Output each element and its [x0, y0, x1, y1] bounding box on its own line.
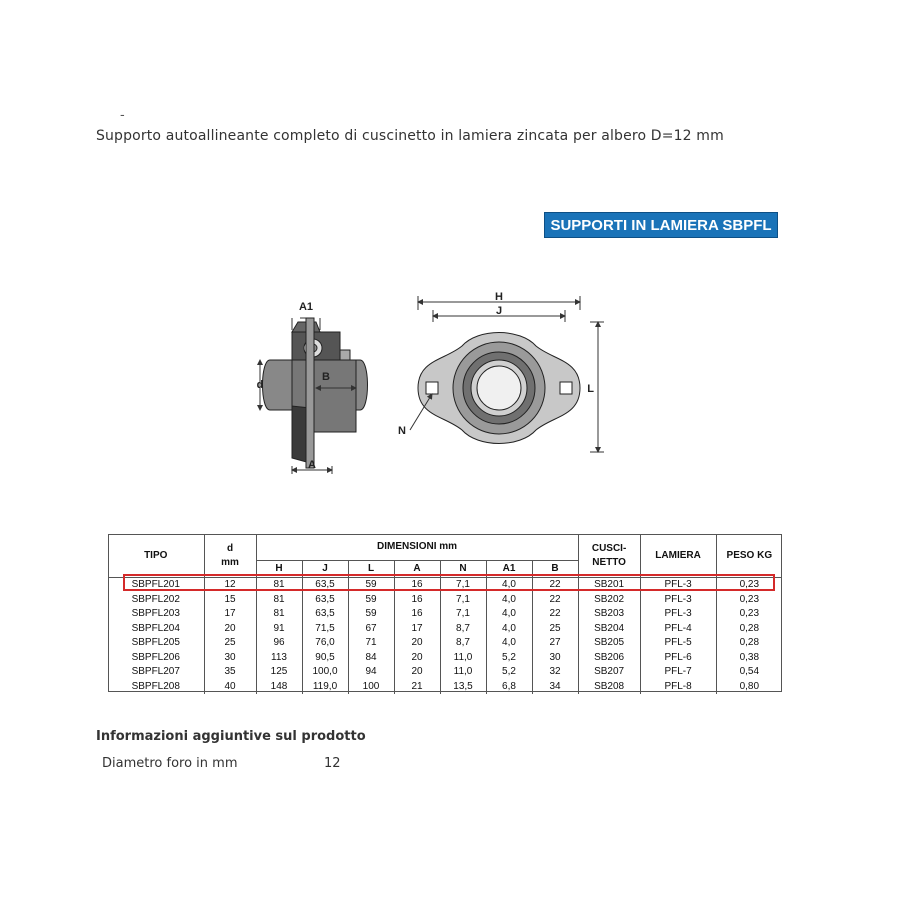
table-cell: 0,28	[716, 636, 782, 651]
subcol-b: B	[532, 561, 578, 578]
table-cell: 12	[204, 578, 256, 593]
table-cell: PFL-8	[640, 680, 716, 695]
subcol-n: N	[440, 561, 486, 578]
table-cell: 71,5	[302, 622, 348, 637]
table-cell: 20	[394, 651, 440, 666]
table-row	[108, 593, 782, 608]
table-row	[108, 622, 782, 637]
table-cell: 96	[256, 636, 302, 651]
table-cell: SBPFL208	[131, 680, 180, 692]
label-b: B	[322, 371, 330, 383]
table-cell: 7,1	[440, 593, 486, 608]
table-cell: 81	[256, 607, 302, 622]
table-cell: 100	[348, 680, 394, 695]
col-lamiera: LAMIERA	[640, 534, 716, 578]
table-cell: 11,0	[440, 665, 486, 680]
col-cuscinetto-line1: CUSCI-	[591, 542, 627, 554]
table-cell: PFL-3	[640, 607, 716, 622]
label-d: d	[256, 379, 264, 391]
table-cell: 4,0	[486, 622, 532, 637]
table-cell: 0,23	[716, 578, 782, 593]
label-n: N	[398, 425, 406, 437]
info-heading: Informazioni aggiuntive sul prodotto	[96, 729, 366, 744]
table-cell: 90,5	[302, 651, 348, 666]
table-cell: 16	[394, 607, 440, 622]
table-cell: 91	[256, 622, 302, 637]
table-cell: 81	[256, 578, 302, 593]
table-cell: 15	[204, 593, 256, 608]
spec-table	[108, 534, 782, 694]
table-cell: 81	[256, 593, 302, 608]
table-cell: SB205	[578, 636, 640, 651]
table-cell: PFL-3	[640, 578, 716, 593]
table-cell: 4,0	[486, 578, 532, 593]
table-cell: 22	[532, 593, 578, 608]
highlighted-row-outline	[123, 574, 775, 591]
table-cell: PFL-7	[640, 665, 716, 680]
table-cell: 6,8	[486, 680, 532, 695]
table-cell: 17	[394, 622, 440, 637]
table-cell: PFL-6	[640, 651, 716, 666]
table-cell: 34	[532, 680, 578, 695]
table-cell: 8,7	[440, 622, 486, 637]
table-cell: 25	[532, 622, 578, 637]
table-cell: 20	[394, 665, 440, 680]
table-cell: 7,1	[440, 578, 486, 593]
table-cell: PFL-5	[640, 636, 716, 651]
col-d-line1: d	[226, 542, 234, 554]
label-h: H	[495, 291, 503, 303]
table-cell: 76,0	[302, 636, 348, 651]
table-cell: SBPFL206	[131, 651, 180, 663]
col-peso: PESO KG	[716, 534, 782, 578]
subcol-a: A	[394, 561, 440, 578]
table-cell: 35	[204, 665, 256, 680]
table-cell: 32	[532, 665, 578, 680]
table-cell: 0,38	[716, 651, 782, 666]
table-cell: 22	[532, 578, 578, 593]
dash-mark: -	[120, 108, 125, 123]
table-cell: 16	[394, 593, 440, 608]
table-cell: 25	[204, 636, 256, 651]
side-view	[260, 318, 368, 474]
technical-drawing	[240, 288, 610, 478]
table-cell: 63,5	[302, 593, 348, 608]
table-cell: 4,0	[486, 593, 532, 608]
product-description: Supporto autoallineante completo di cuscinetto in lamiera zincata per albero D=12 mm	[96, 128, 724, 144]
table-cell: SBPFL207	[131, 666, 180, 677]
table-cell: 7,1	[440, 607, 486, 622]
table-cell: 11,0	[440, 651, 486, 666]
subcol-a1: A1	[486, 561, 532, 578]
table-cell: 0,28	[716, 622, 782, 637]
table-cell: 67	[348, 622, 394, 637]
table-cell: 0,23	[716, 593, 782, 608]
front-view	[410, 296, 604, 452]
table-row	[108, 651, 782, 666]
table-cell: 71	[348, 636, 394, 651]
table-cell: 0,54	[716, 665, 782, 680]
table-cell: 59	[348, 607, 394, 622]
table-cell: 0,80	[716, 680, 782, 695]
col-dimensioni: DIMENSIONI mm	[256, 534, 578, 561]
table-cell: 84	[348, 651, 394, 666]
table-row	[108, 665, 782, 680]
table-cell: SBPFL201	[108, 578, 204, 593]
table-cell: 63,5	[302, 607, 348, 622]
table-cell: SBPFL204	[131, 622, 180, 634]
table-cell: 20	[394, 636, 440, 651]
table-row	[108, 607, 782, 622]
info-value: 12	[324, 756, 341, 771]
table-cell: 4,0	[486, 636, 532, 651]
table-cell: 94	[348, 665, 394, 680]
col-cuscinetto	[578, 534, 640, 578]
table-cell: 5,2	[486, 651, 532, 666]
table-cell: 30	[204, 651, 256, 666]
table-cell: 63,5	[302, 578, 348, 593]
table-cell: SB204	[578, 622, 640, 637]
table-cell: 113	[256, 651, 302, 666]
table-cell: PFL-4	[640, 622, 716, 637]
table-cell: 40	[204, 680, 256, 695]
subcol-l: L	[348, 561, 394, 578]
table-cell: 59	[348, 593, 394, 608]
table-cell: SB202	[578, 593, 640, 608]
table-cell: SB206	[578, 651, 640, 666]
table-cell: 21	[394, 680, 440, 695]
table-cell: 30	[532, 651, 578, 666]
label-l: L	[587, 383, 594, 395]
table-cell: 59	[348, 578, 394, 593]
info-label: Diametro foro in mm	[102, 756, 238, 771]
table-cell: 13,5	[440, 680, 486, 695]
table-cell: 8,7	[440, 636, 486, 651]
col-tipo: TIPO	[144, 549, 168, 561]
table-cell: 125	[256, 665, 302, 680]
table-cell: 148	[256, 680, 302, 695]
table-row	[108, 636, 782, 651]
col-d-line2: mm	[221, 556, 239, 568]
table-cell: 100,0	[302, 665, 348, 680]
table-cell: SBPFL205	[131, 637, 180, 648]
col-d	[204, 534, 256, 578]
table-cell: SBPFL202	[131, 593, 180, 605]
table-cell: 20	[204, 622, 256, 637]
table-cell: SBPFL203	[131, 608, 180, 619]
table-cell: 0,23	[716, 607, 782, 622]
series-banner: SUPPORTI IN LAMIERA SBPFL	[544, 212, 778, 238]
table-cell: SB201	[578, 578, 640, 593]
table-row	[108, 680, 782, 695]
label-a1: A1	[298, 301, 314, 313]
label-a: A	[308, 459, 316, 471]
table-cell: SB208	[578, 680, 640, 695]
table-cell: 4,0	[486, 607, 532, 622]
table-cell: 119,0	[302, 680, 348, 695]
table-cell: 27	[532, 636, 578, 651]
table-cell: 22	[532, 607, 578, 622]
table-cell: 16	[394, 578, 440, 593]
table-cell: 5,2	[486, 665, 532, 680]
table-cell: PFL-3	[640, 593, 716, 608]
subcol-h: H	[256, 561, 302, 578]
table-cell: SB203	[578, 607, 640, 622]
table-cell: SB207	[578, 665, 640, 680]
col-cuscinetto-line2: NETTO	[592, 556, 626, 568]
label-j: J	[495, 305, 503, 317]
subcol-j: J	[302, 561, 348, 578]
table-cell: 17	[204, 607, 256, 622]
